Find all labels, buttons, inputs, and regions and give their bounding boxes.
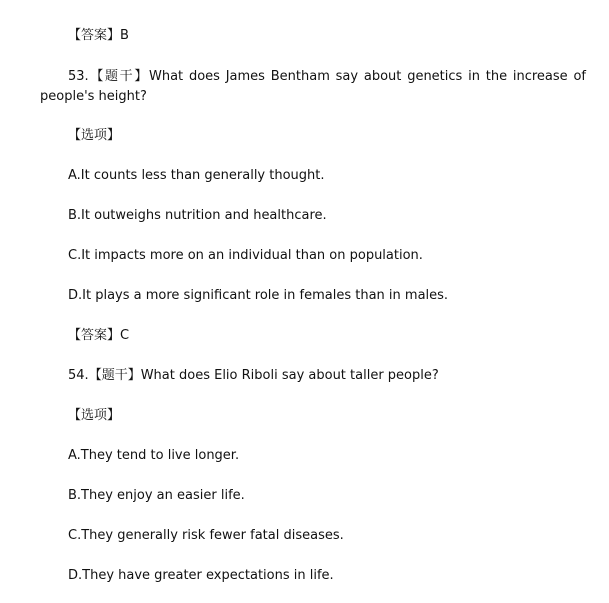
option-c-53: C.It impacts more on an individual than on population. <box>68 248 423 263</box>
stem-text: What does James Bentham say about genetics in the increase of people's height? <box>40 69 586 104</box>
stem-text: What does Elio Riboli say about taller people? <box>140 368 439 383</box>
options-label-53: 【选项】 <box>68 128 121 143</box>
options-label-54: 【选项】 <box>68 408 121 423</box>
option-d-53: D.It plays a more significant role in females than in males. <box>68 288 449 303</box>
answer-label: 【答案】 <box>68 28 121 43</box>
answer-label: 【答案】 <box>68 328 121 343</box>
question-number: 53. <box>68 69 89 84</box>
option-c-54: C.They generally risk fewer fatal diseases. <box>68 528 344 543</box>
question-stem-54 <box>68 366 439 386</box>
answer-line-53 <box>68 326 129 346</box>
option-b-53: B.It outweighs nutrition and healthcare. <box>68 208 327 223</box>
question-number: 54. <box>68 368 89 383</box>
option-a-54: A.They tend to live longer. <box>68 448 240 463</box>
question-stem-53 <box>40 67 586 107</box>
answer-line-52 <box>68 26 129 46</box>
answer-value: C <box>120 328 130 343</box>
option-a-53: A.It counts less than generally thought. <box>68 168 325 183</box>
option-b-54: B.They enjoy an easier life. <box>68 488 245 503</box>
stem-label: 【题干】 <box>88 368 141 383</box>
stem-label: 【题干】 <box>88 69 149 84</box>
answer-value: B <box>120 28 129 43</box>
option-d-54: D.They have greater expectations in life. <box>68 568 334 583</box>
